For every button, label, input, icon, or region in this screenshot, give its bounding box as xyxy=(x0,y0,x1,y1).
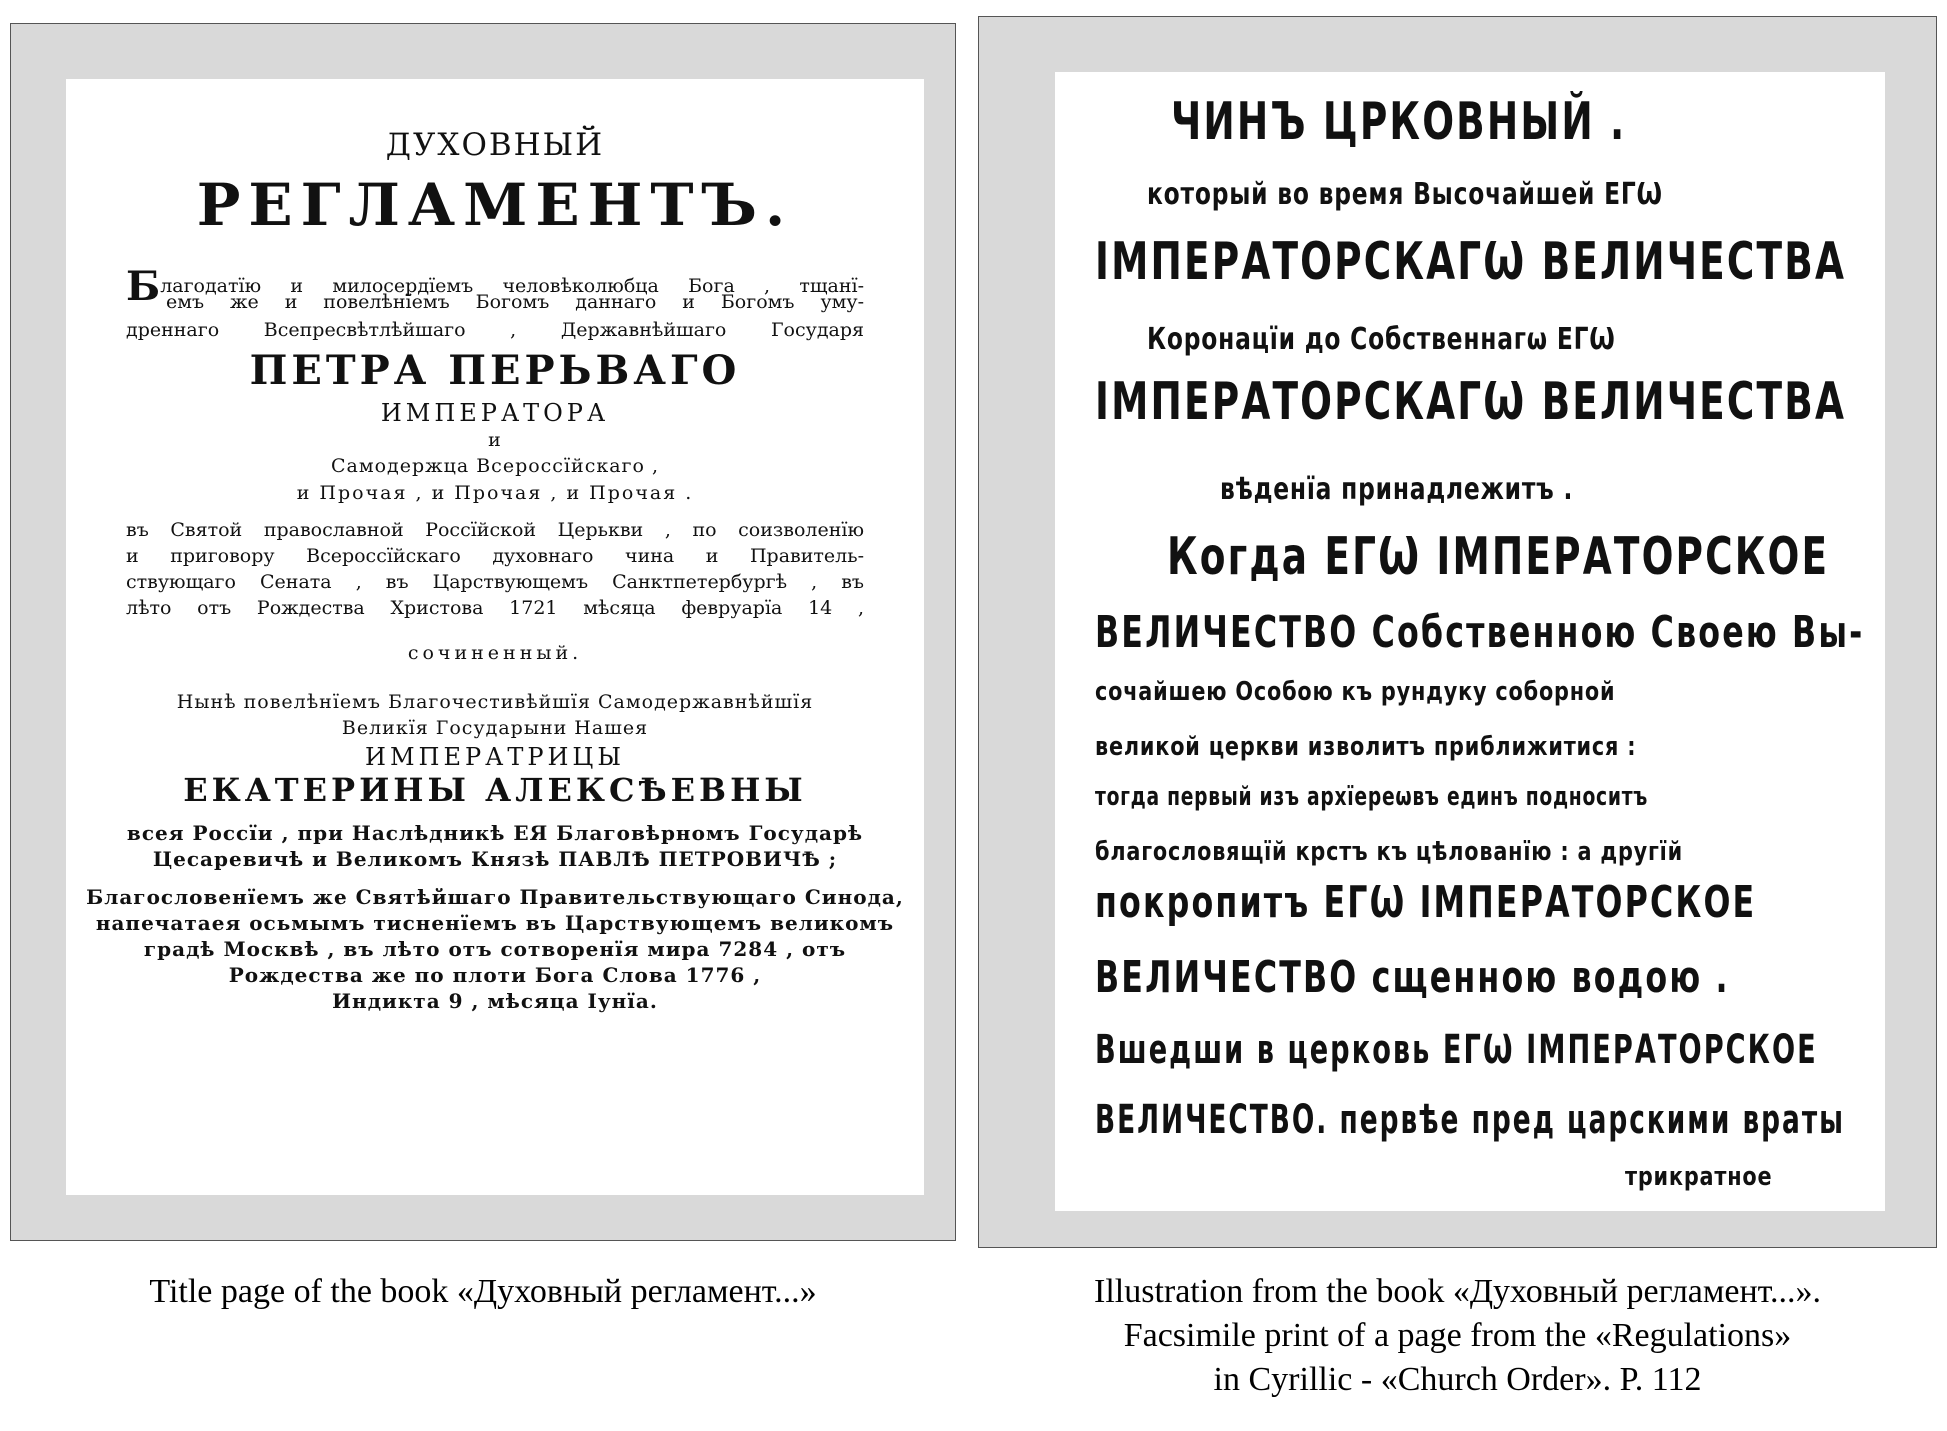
text-line: всея Россїи , при Наслѣдникѣ ЕЯ Благовѣрномъ Государѣ xyxy=(126,821,864,845)
text-line: который во время Высочайшей ЕГѠ xyxy=(1147,177,1663,212)
text-line: въ Святой православной Россїйской Церькви , по соизволенїю xyxy=(126,519,864,541)
text-line: тогда первый изъ архїереѡвъ единъ подноситъ xyxy=(1095,782,1649,812)
text-line: емъ же и повелѣнїемъ Богомъ даннаго и Богомъ уму- xyxy=(166,291,864,313)
text-line: и Прочая , и Прочая , и Прочая . xyxy=(296,482,694,504)
text-line: ВЕЛИЧЕСТВО сщенною водою . xyxy=(1095,952,1730,1003)
text-line: и xyxy=(488,429,502,451)
text-line: лѣто отъ Рождества Христова 1721 мѣсяца февруарїа 14 , xyxy=(126,597,864,619)
title-page-panel xyxy=(10,23,956,1241)
text-line: напечатаея осьмымъ тисненїемъ въ Царствующемъ великомъ xyxy=(95,911,895,935)
text-line: трикратное xyxy=(1625,1162,1773,1192)
text-line: Самодержца Всероссїйскаго , xyxy=(330,455,660,477)
book-title: РЕГЛАМЕНТЪ. xyxy=(196,171,794,239)
text-line: сочайшею Особою къ рундуку соборной xyxy=(1095,677,1616,707)
text-line: дреннаго Всепресвѣтлѣйшаго , Державнѣйшаго Государя xyxy=(126,319,864,341)
text-line: Индикта 9 , мѣсяца Iунїа. xyxy=(332,989,658,1013)
text-line: и приговору Всероссїйскаго духовнаго чина и Правитель- xyxy=(126,545,864,567)
text-line: великой церкви изволитъ приближитися : xyxy=(1095,732,1637,762)
tsar-name: ПЕТРА ПЕРЬВАГО xyxy=(249,347,741,394)
text-line: ВЕЛИЧЕСТВО Собственною Своею Вы- xyxy=(1095,607,1865,658)
book-heading: ДУХОВНЫЙ xyxy=(385,127,605,163)
text-line: Цесаревичѣ и Великомъ Князѣ ПАВЛѢ ПЕТРОВИЧѢ ; xyxy=(152,847,838,871)
text-line: Благословенїемъ же Святѣйшаго Правительствующаго Синода, xyxy=(86,885,904,909)
text-line: Нынѣ повелѣнїемъ Благочестивѣйшїя Самодержавнѣйшїя xyxy=(176,691,814,713)
text-line: сочиненный. xyxy=(407,642,583,664)
text-line: ВЕЛИЧЕСТВО. первѣе пред царскими враты xyxy=(1095,1097,1845,1143)
caption-line: in Cyrillic - «Church Order». P. 112 xyxy=(1213,1361,1702,1398)
facsimile-heading: ЧИНЪ ЦРКОВНЫЙ . xyxy=(1171,92,1627,152)
text-line: Рождества же по плоти Бога Слова 1776 , xyxy=(228,963,762,987)
emperor-title: ИМПЕРАТОРА xyxy=(380,399,610,427)
drop-cap: Б xyxy=(126,263,161,310)
text-line: Великїя Государыни Нашея xyxy=(341,717,649,739)
title-page-caption: Title page of the book «Духовный регламент...» xyxy=(149,1273,817,1310)
text-line: покропитъ ЕГѠ ІМПЕРАТОРСКОЕ xyxy=(1095,877,1757,928)
text-line: градѣ Москвѣ , въ лѣто отъ сотворенїя мира 7284 , отъ xyxy=(143,937,847,961)
empress-name: ЕКАТЕРИНЫ АЛЕКСѢЕВНЫ xyxy=(183,771,807,809)
text-line: ІМПЕРАТОРСКАГѠ ВЕЛИЧЕСТВА xyxy=(1095,232,1847,292)
caption-line: Illustration from the book «Духовный регламент...». xyxy=(1094,1273,1821,1310)
facsimile-page xyxy=(1055,72,1885,1211)
text-line-part: лагодатїю и милосердїемъ человѣколюбца Бога , тщанї- xyxy=(160,275,864,297)
empress-title: ИМПЕРАТРИЦЫ xyxy=(365,743,625,771)
text-line: вѣденїа принадлежитъ . xyxy=(1220,472,1574,507)
text-line: Когда ЕГѠ ІМПЕРАТОРСКОЕ xyxy=(1167,527,1830,587)
facsimile-panel xyxy=(978,16,1937,1248)
caption-line: Facsimile print of a page from the «Regulations» xyxy=(1123,1317,1792,1354)
text-line: ІМПЕРАТОРСКАГѠ ВЕЛИЧЕСТВА xyxy=(1095,372,1847,432)
text-line: ствующаго Сената , въ Царствующемъ Санктпетербургѣ , въ xyxy=(126,571,864,593)
text-line: благословящїй крстъ къ цѣлованїю : а другїй xyxy=(1095,837,1683,867)
text-line: Вшедши в церковь ЕГѠ ІМПЕРАТОРСКОЕ xyxy=(1095,1027,1818,1073)
title-page xyxy=(66,79,924,1195)
facsimile-caption xyxy=(978,1270,1937,1402)
text-line: Коронацїи до Собственнагѡ ЕГѠ xyxy=(1147,322,1616,357)
